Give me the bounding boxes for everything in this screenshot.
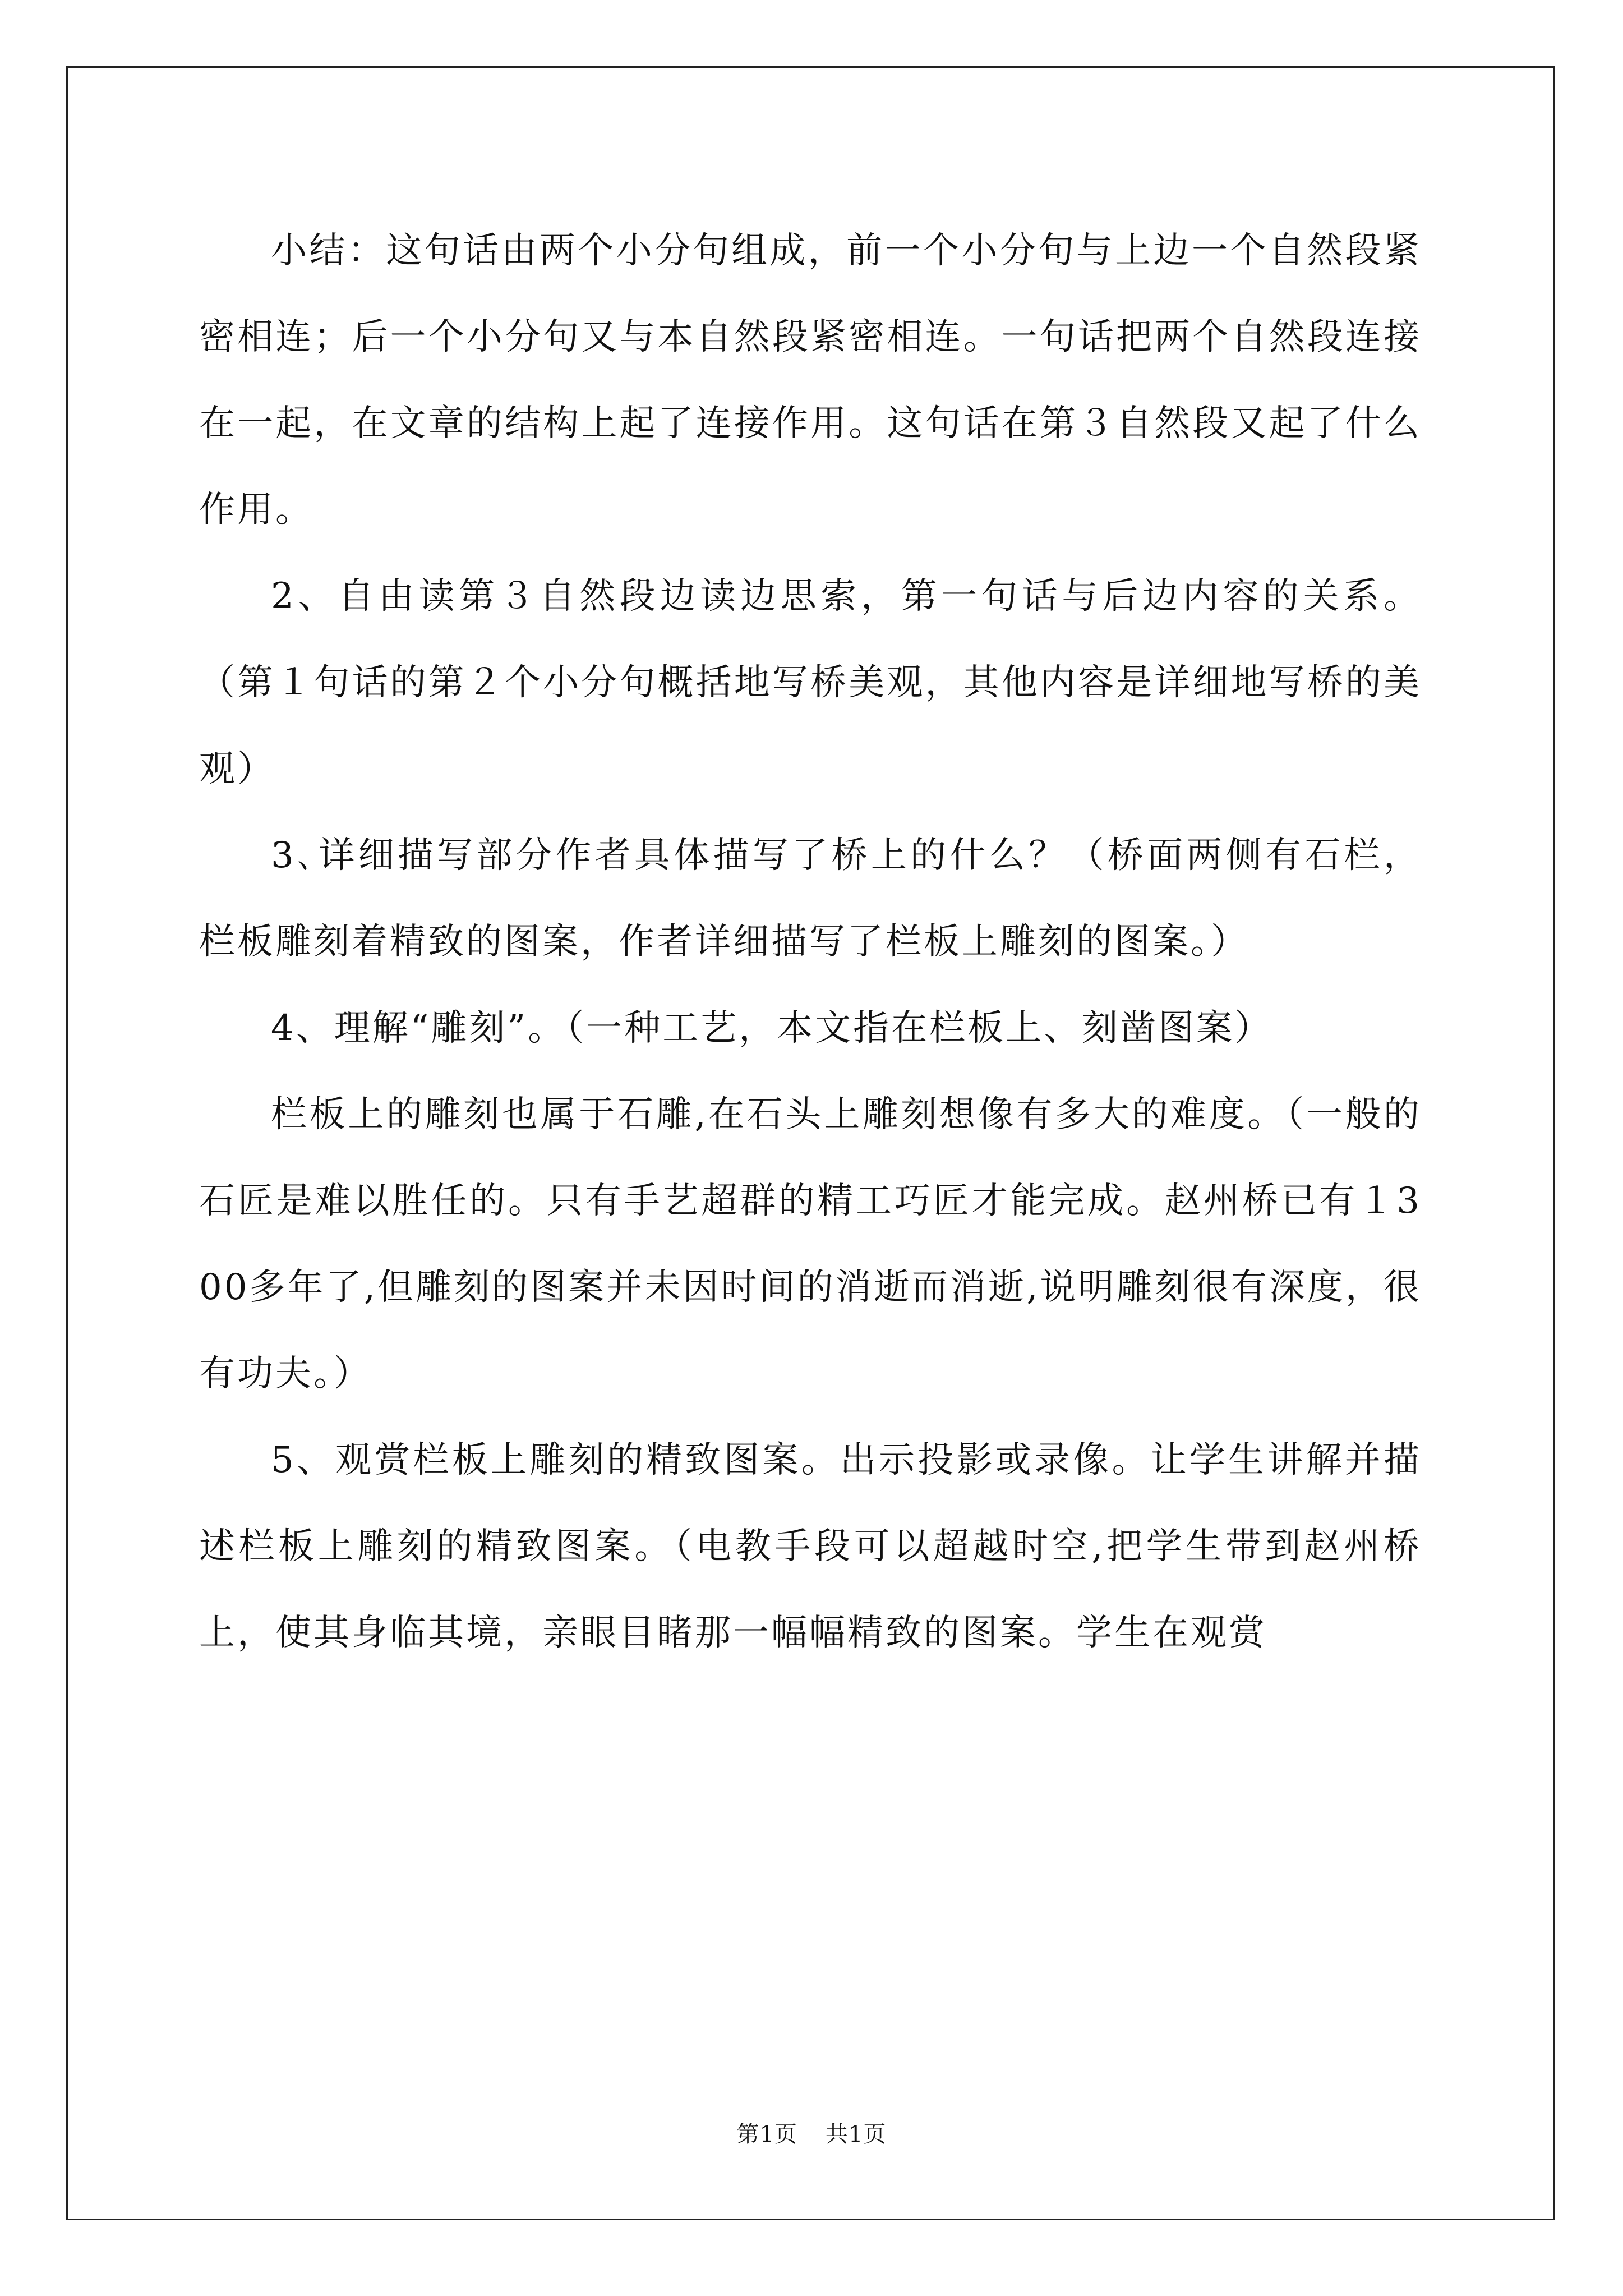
page-footer [0, 2120, 1623, 2148]
paragraph-step-5: 5、观赏栏板上雕刻的精致图案。出示投影或录像。让学生讲解并描述栏板上雕刻的精致图案。（电教手段可以超越时空,把学生带到赵州桥上，使其身临其境，亲眼目睹那一幅幅精致的图案。学生在观赏 [199, 1439, 1422, 1654]
paragraph-carving-difficulty: 栏板上的雕刻也属于石雕,在石头上雕刻想像有多大的难度。（一般的石匠是难以胜任的。只有手艺超群的精工巧匠才能完成。赵州桥已有１300多年了,但雕刻的图案并未因时间的消逝而消逝,说明雕刻很有深度，很有功夫。） [199, 1094, 1422, 1395]
document-body [199, 208, 1422, 1676]
page-number: 第1页 [736, 2122, 797, 2147]
paragraph-step-3: 3､详细描写部分作者具体描写了桥上的什么？（桥面两侧有石栏，栏板雕刻着精致的图案，作者详细描写了栏板上雕刻的图案。） [199, 835, 1422, 963]
paragraph-step-2: 2、自由读第３自然段边读边思索，第一句话与后边内容的关系。（第１句话的第２个小分句概括地写桥美观，其他内容是详细地写桥的美观） [199, 576, 1422, 790]
page-total: 共1页 [826, 2122, 887, 2147]
paragraph-step-4: 4、理解“雕刻”｡（一种工艺，本文指在栏板上、刻凿图案） [271, 1007, 1273, 1049]
paragraph-summary: 小结：这句话由两个小分句组成，前一个小分句与上边一个自然段紧密相连；后一个小分句又与本自然段紧密相连。一句话把两个自然段连接在一起，在文章的结构上起了连接作用。这句话在第３自然段又起了什么作用。 [199, 230, 1422, 531]
